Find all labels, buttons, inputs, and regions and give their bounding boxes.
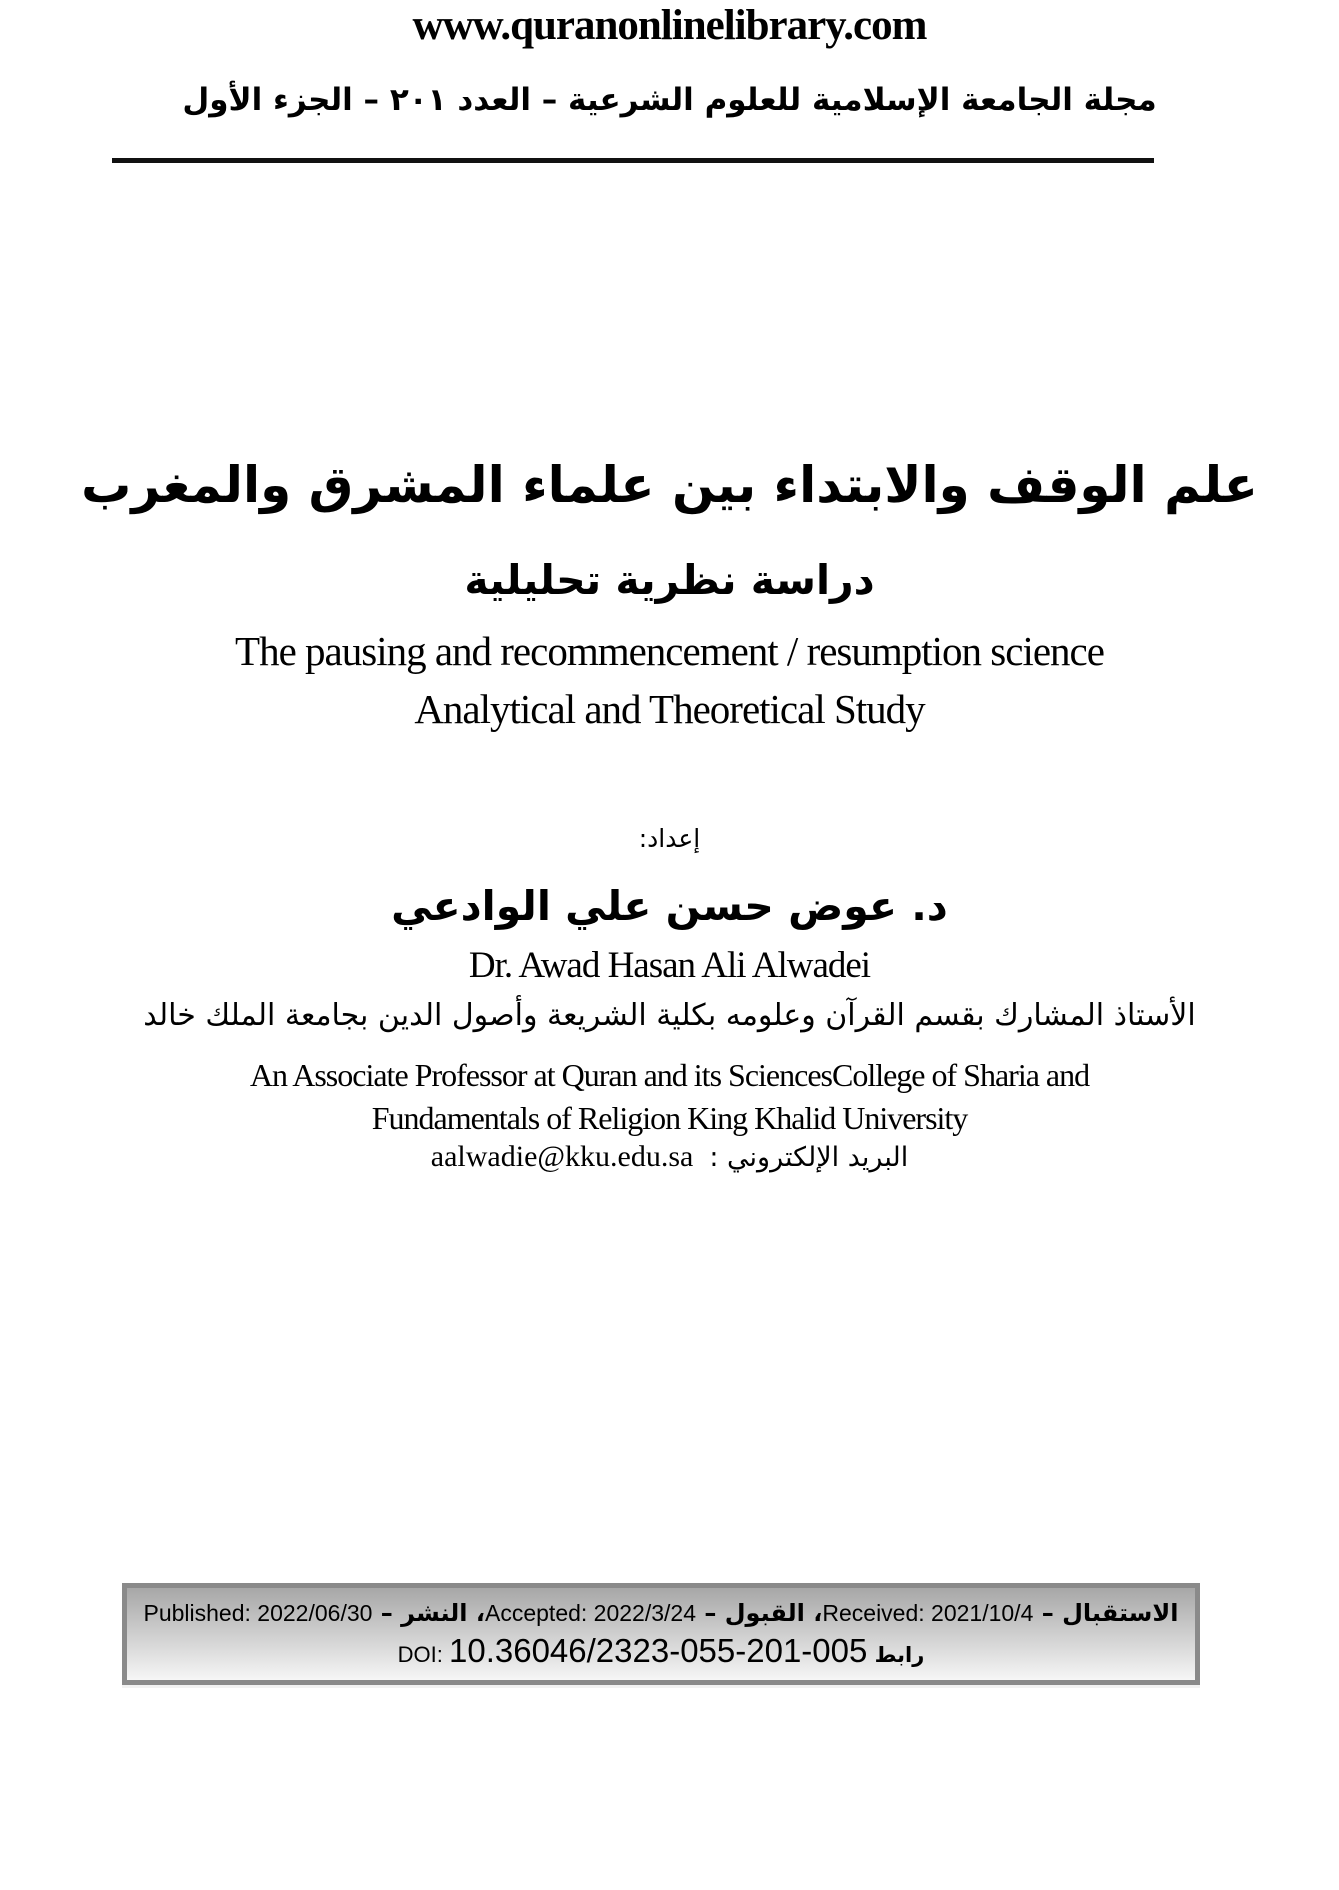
doi-link-label-arabic: رابط	[867, 1642, 925, 1667]
journal-issue-header: مجلة الجامعة الإسلامية للعلوم الشرعية – العدد ٢٠١ – الجزء الأول	[182, 82, 1157, 118]
doi-line	[127, 1632, 1195, 1670]
article-title-english	[0, 622, 1339, 738]
accepted-label-arabic: ، القبول –	[696, 1598, 823, 1627]
publication-dates-line	[127, 1599, 1195, 1627]
doi-value: 10.36046/2323-055-201-005	[448, 1631, 868, 1669]
published-value: Published: 2022/06/30	[143, 1599, 373, 1626]
received-label-arabic: الاستقبال –	[1033, 1598, 1179, 1627]
header-divider-rule	[112, 158, 1154, 163]
article-subtitle-arabic: دراسة نظرية تحليلية	[464, 556, 875, 604]
email-label: البريد الإلكتروني :	[709, 1142, 909, 1173]
website-url: www.quranonlinelibrary.com	[412, 2, 927, 49]
email-address: aalwadie@kku.edu.sa	[430, 1140, 694, 1173]
article-title-english-line2: Analytical and Theoretical Study	[414, 686, 925, 733]
accepted-value: Accepted: 2022/3/24	[485, 1599, 696, 1626]
author-name-english: Dr. Awad Hasan Ali Alwadei	[468, 945, 871, 986]
prepared-by-label: إعداد:	[638, 824, 701, 853]
author-affiliation-arabic: الأستاذ المشارك بقسم القرآن وعلومه بكلية الشريعة وأصول الدين بجامعة الملك خالد	[143, 998, 1196, 1033]
publication-dates-box	[122, 1583, 1200, 1685]
published-label-arabic: ، النشر –	[372, 1598, 485, 1627]
received-value: Received: 2021/10/4	[822, 1599, 1034, 1626]
author-affiliation-english-line1: An Associate Professor at Quran and its SciencesCollege of Sharia and	[249, 1057, 1090, 1093]
article-title-arabic: علم الوقف والابتداء بين علماء المشرق والمغرب	[81, 456, 1258, 514]
author-name-arabic: د. عوض حسن علي الوادعي	[391, 882, 948, 930]
article-title-english-line1: The pausing and recommencement / resumption science	[235, 628, 1104, 674]
email-line	[0, 1140, 1339, 1174]
doi-prefix: DOI:	[397, 1641, 449, 1667]
author-affiliation-english	[0, 1054, 1339, 1140]
author-affiliation-english-line2: Fundamentals of Religion King Khalid University	[371, 1099, 968, 1136]
